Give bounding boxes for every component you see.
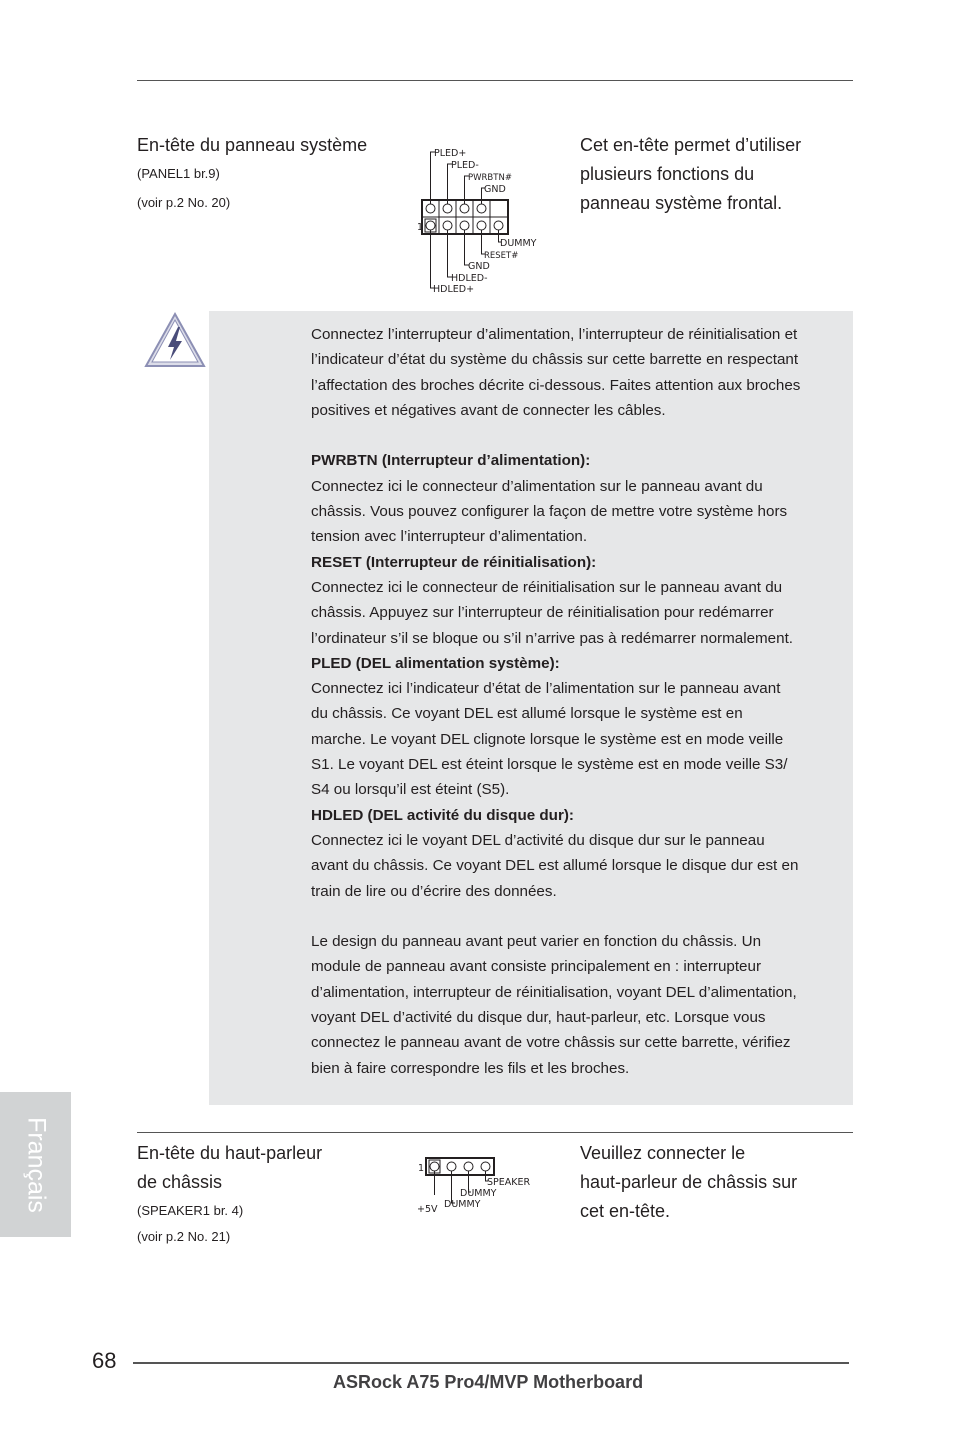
design-line: module de panneau avant consiste principalement en : interrupteur [311,958,762,976]
warning-triangle-icon [143,311,207,369]
pin-label-pled-minus: PLED- [451,160,479,171]
design-line: voyant DEL d’activité du disque dur, haut-parleur, etc. Lorsque vous [311,1009,766,1027]
note-intro-line: l’affectation des broches décrite ci-dessous. Faites attention aux broches [311,376,801,394]
language-side-tab [0,1092,71,1237]
panel-header-desc-2: plusieurs fonctions du [580,164,755,184]
speaker-pin-1-marker: 1 [418,1163,425,1174]
pled-heading: PLED (DEL alimentation système): [311,654,560,672]
footer-product-name: ASRock A75 Pro4/MVP Motherboard [333,1372,644,1392]
speaker-header-title-1: En-tête du haut-parleur [137,1143,323,1163]
design-line: connectez le panneau avant de votre châssis sur cette barrette, vérifiez [311,1034,791,1052]
reset-line: Connectez ici le connecteur de réinitialisation sur le panneau avant du [311,578,783,596]
panel-header-diagram [410,142,550,297]
design-line: bien à faire correspondre les fils et les broches. [311,1059,630,1077]
design-line: Le design du panneau avant peut varier en fonction du châssis. Un [311,933,762,951]
pin-label-gnd-top: GND [484,184,506,195]
pwrbtn-line: tension avec l’interrupteur d’alimentation. [311,528,588,546]
hdled-line: Connectez ici le voyant DEL d’activité du disque dur sur le panneau [311,831,765,849]
pin-label-pled-plus: PLED+ [434,148,467,159]
page-number: 68 [92,1348,117,1373]
speaker-section-rule [137,1132,853,1133]
speaker-pin-5v: +5V [417,1204,438,1214]
pwrbtn-line: Connectez ici le connecteur d’alimentation sur le panneau avant du [311,477,763,495]
pled-line: du châssis. Ce voyant DEL est allumé lorsque le système est en [311,705,743,723]
speaker-header-see: (voir p.2 No. 21) [137,1229,231,1244]
pin-1-marker: 1 [417,222,424,233]
hdled-line: avant du châssis. Ce voyant DEL est allumé lorsque le disque dur est en [311,857,799,875]
top-rule [137,80,853,81]
pin-label-hdled-plus: HDLED+ [433,284,475,295]
speaker-header-diagram [412,1152,547,1214]
hdled-heading: HDLED (DEL activité du disque dur): [311,806,574,824]
reset-line: l’ordinateur s’il se bloque ou s’il n’arrive pas à redémarrer normalement. [311,629,794,647]
speaker-header-ref: (SPEAKER1 br. 4) [137,1203,244,1218]
pled-line: marche. Le voyant DEL clignote lorsque le système est en mode veille [311,730,784,748]
language-label: Français [22,1116,50,1213]
hdled-line: train de lire ou d’écrire des données. [311,882,557,900]
speaker-header-desc-1: Veuillez connecter le [580,1143,746,1163]
panel-header-desc-1: Cet en-tête permet d’utiliser [580,135,802,155]
speaker-pin-dummy-1: DUMMY [460,1188,497,1199]
pin-label-dummy: DUMMY [500,238,537,249]
note-text [311,322,856,1081]
pled-line: S4 ou lorsqu’il est éteint (S5). [311,781,510,799]
pin-label-reset: RESET# [484,251,519,261]
panel-header-ref: (PANEL1 br.9) [137,166,220,181]
pwrbtn-heading: PWRBTN (Interrupteur d’alimentation): [311,452,591,470]
speaker-pin-label: SPEAKER [487,1177,531,1188]
speaker-header-title-2: de châssis [137,1172,223,1192]
reset-heading: RESET (Interrupteur de réinitialisation): [311,553,597,571]
speaker-header-desc-3: cet en-tête. [580,1201,671,1221]
panel-header-title: En-tête du panneau système [137,135,368,155]
pwrbtn-line: châssis. Vous pouvez configurer la façon de mettre votre système hors [311,503,788,521]
pin-label-pwrbtn: PWRBTN# [468,173,512,183]
note-intro-line: positives et négatives avant de connecter les câbles. [311,401,666,419]
speaker-pin-dummy-2: DUMMY [444,1199,481,1210]
design-line: d’alimentation, interrupteur de réinitialisation, voyant DEL d’alimentation, [311,983,797,1001]
reset-line: châssis. Appuyez sur l’interrupteur de réinitialisation pour redémarrer [311,604,774,622]
panel-header-desc-3: panneau système frontal. [580,193,783,213]
note-intro-line: l’indicateur d’état du système du châssis sur cette barrette en respectant [311,351,799,369]
pled-line: S1. Le voyant DEL est éteint lorsque le système est en mode veille S3/ [311,756,788,774]
pin-label-gnd-bottom: GND [468,261,490,272]
note-intro-line: Connectez l’interrupteur d’alimentation, l’interrupteur de réinitialisation et [311,326,798,343]
panel-header-see: (voir p.2 No. 20) [137,195,231,210]
pled-line: Connectez ici l’indicateur d’état de l’alimentation sur le panneau avant [311,680,781,698]
footer-rule [133,1362,849,1364]
pin-label-hdled-minus: HDLED- [451,273,488,284]
speaker-header-desc-2: haut-parleur de châssis sur [580,1172,798,1192]
